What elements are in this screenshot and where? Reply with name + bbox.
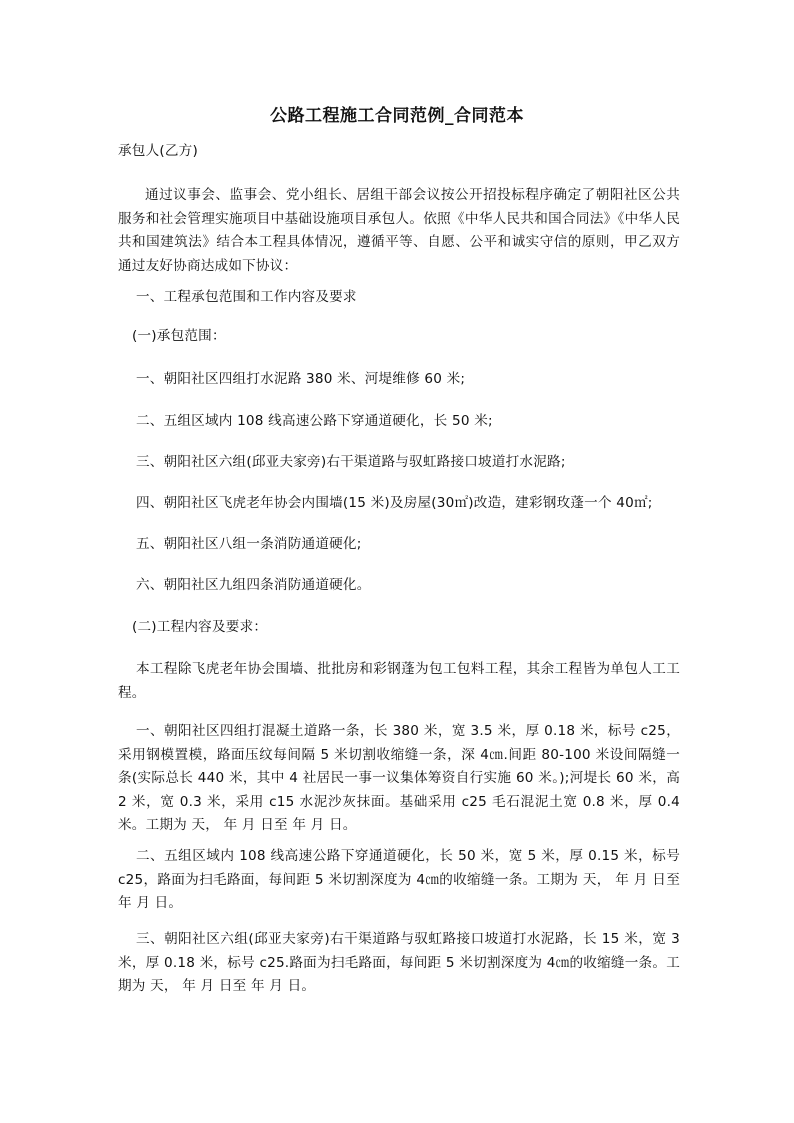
content-intro: 本工程除飞虎老年协会围墙、批批房和彩钢蓬为包工包料工程，其余工程皆为单包人工工程。 [118,661,680,701]
content-item: 一、朝阳社区四组打混凝土道路一条，长 380 米，宽 3.5 米，厚 0.18 米，标号 c25，采用钢模置模，路面压纹每间隔 5 米切割收缩缝一条，深 4㎝.间距 80-100 米设间隔缝一条(实际总长 440 米，其中 4 社居民一事一议集体筹资自行实施 60 米。);河堤长 60 米，高 2 米，宽 0.3 米，采用 c15 水泥沙灰抹面。基础采用 c25 毛石混泥土宽 0.8 米，厚 0.4 米。工期为 天， 年 月 日至 年 月 日。 [118,723,680,833]
scope-item: 六、朝阳社区九组四条消防通道硬化。 [136,577,371,593]
scope-heading: (一)承包范围： [132,328,226,344]
scope-item: 三、朝阳社区六组(邱亚夫家旁)右干渠道路与驭虹路接口坡道打水泥路; [136,454,566,470]
content-item: 二、五组区域内 108 线高速公路下穿通道硬化，长 50 米，宽 5 米，厚 0.15 米，标号 c25，路面为扫毛路面，每间距 5 米切割深度为 4㎝的收缩缝一条。工期为 天， 年 月 日至 年 月 日。 [118,848,680,911]
section-heading: 一、工程承包范围和工作内容及要求 [136,289,357,305]
content-item: 三、朝阳社区六组(邱亚夫家旁)右干渠道路与驭虹路接口坡道打水泥路，长 15 米，宽 3 米，厚 0.18 米，标号 c25.路面为扫毛路面，每间距 5 米切割深度为 4㎝的收缩缝一条。工期为 天， 年 月 日至 年 月 日。 [118,931,680,994]
party-label: 承包人(乙方) [118,143,198,159]
document-title: 公路工程施工合同范例_合同范本 [270,106,524,126]
content-heading: (二)工程内容及要求： [132,619,268,635]
scope-item: 五、朝阳社区八组一条消防通道硬化; [136,536,362,552]
intro-paragraph: 通过议事会、监事会、党小组长、居组干部会议按公开招投标程序确定了朝阳社区公共服务和社会管理实施项目中基础设施项目承包人。依照《中华人民共和国合同法》《中华人民共和国建筑法》结合本工程具体情况，遵循平等、自愿、公平和诚实守信的原则，甲乙双方通过友好协商达成如下协议： [118,187,680,274]
scope-item: 二、五组区域内 108 线高速公路下穿通道硬化，长 50 米; [136,413,493,429]
scope-item: 一、朝阳社区四组打水泥路 380 米、河堤维修 60 米; [136,371,466,387]
scope-item: 四、朝阳社区飞虎老年协会内围墙(15 米)及房屋(30㎡)改造，建彩钢玫蓬一个 40㎡; [136,495,653,511]
